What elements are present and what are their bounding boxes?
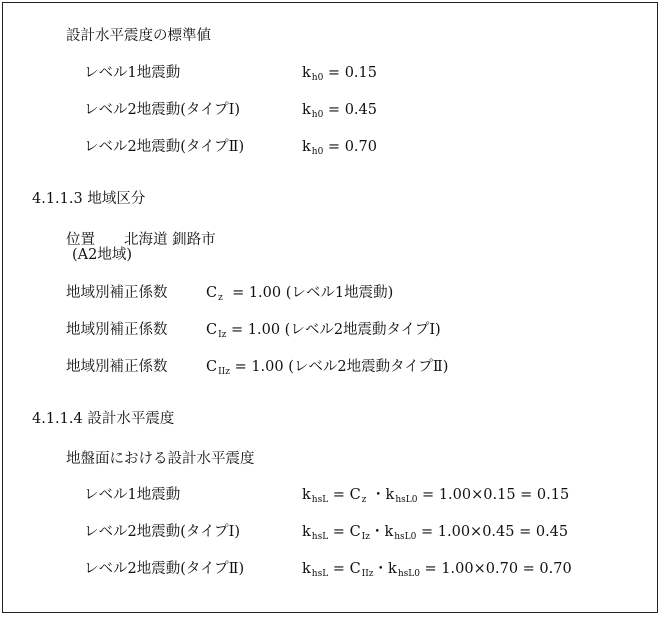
factor-value: $C_{Iz} = 1.00$ (レベル2地震動タイプⅠ) (206, 322, 441, 340)
design-section-heading: 4.1.1.4 設計水平震度 (32, 411, 175, 427)
standard-heading: 設計水平震度の標準値 (66, 28, 211, 44)
design-row-label: レベル2地震動(タイプⅠ) (84, 524, 241, 540)
design-row-formula: $k_{hsL} = C_{Iz}$・$k_{hsL0} = 1.00\times 0.45 = 0.45$ (302, 524, 569, 542)
region-section-heading: 4.1.1.3 地域区分 (32, 191, 146, 207)
standard-row-label: レベル1地震動 (84, 65, 181, 81)
standard-row-label: レベル2地震動(タイプⅡ) (84, 139, 245, 155)
area-text: (A2地域) (72, 247, 133, 263)
factor-value: $C_z = 1.00$ (レベル1地震動) (206, 285, 394, 303)
factor-value: $C_{IIz} = 1.00$ (レベル2地震動タイプⅡ) (206, 359, 449, 377)
document-frame (2, 2, 658, 613)
location-text: 位置 北海道 釧路市 (66, 232, 216, 248)
factor-label: 地域別補正係数 (66, 285, 168, 301)
standard-row-formula: $k_{h0} = 0.70$ (302, 139, 377, 157)
design-row-label: レベル1地震動 (84, 487, 181, 503)
standard-row-formula: $k_{h0} = 0.45$ (302, 102, 377, 120)
design-row-label: レベル2地震動(タイプⅡ) (84, 561, 245, 577)
standard-row-formula: $k_{h0} = 0.15$ (302, 65, 377, 83)
factor-label: 地域別補正係数 (66, 322, 168, 338)
design-row-formula: $k_{hsL} = C_{IIz}$・$k_{hsL0} = 1.00\times 0.70 = 0.70$ (302, 561, 572, 579)
design-subheading: 地盤面における設計水平震度 (66, 451, 255, 467)
design-row-formula: $k_{hsL} = C_z$ ・$k_{hsL0} = 1.00\times 0.15 = 0.15$ (302, 487, 570, 505)
standard-row-label: レベル2地震動(タイプⅠ) (84, 102, 241, 118)
factor-label: 地域別補正係数 (66, 359, 168, 375)
